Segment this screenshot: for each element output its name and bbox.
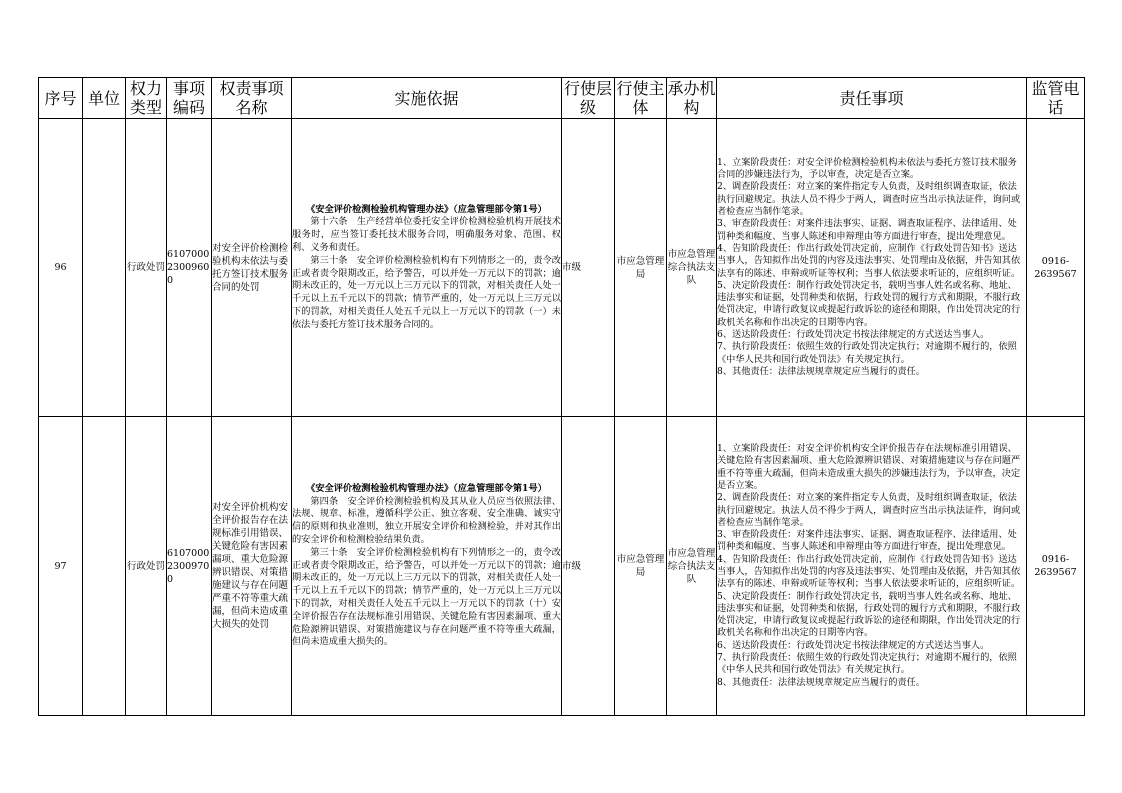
header-unit: 单位 [83,78,126,119]
row-responsibility [717,119,1027,417]
row-item-name: 对安全评价检测检验机构未依法与委托方签订技术服务合同的处罚 [212,119,292,417]
row-item-code: 610700023009700 [167,417,212,716]
header-power-type: 权力类型 [126,78,167,119]
header-level: 行使层级 [562,78,615,119]
row-handler: 市应急管理综合执法支队 [667,417,717,716]
basis-law-title: 《安全评价检测检验机构管理办法》（应急管理部令第1号） [306,203,547,215]
responsibility-item: 4、告知阶段责任：作出行政处罚决定前，应制作《行政处罚告知书》送达当事人，告知拟作出处罚的内容及违法事实、处罚理由及依据，并告知其依法享有的陈述、申辩或听证等权利；当事人依法要求听证的，应组织听证。 [717,553,1021,590]
header-subject: 行使主体 [616,79,665,117]
header-responsibility: 责任事项 [717,78,1027,119]
basis-paragraph: 第四条 安全评价检测检验机构及其从业人员应当依照法律、法规、规章、标准，遵循科学公正、独立客观、安全准确、诚实守信的原则和执业准则，独立开展安全评价和检测检验，并对其作出的安全评价和检测检验结果负责。 [292,495,561,545]
responsibility-item: 5、决定阶段责任：制作行政处罚决定书，载明当事人姓名或名称、地址、违法事实和证据，处罚种类和依据，行政处罚的履行方式和期限，不服行政处罚决定，申请行政复议或提起行政诉讼的途径和期限，作出处罚决定的行政机关名称和作出决定的日期等内容。 [717,279,1021,328]
basis-paragraph: 第三十条 安全评价检测检验机构有下列情形之一的，责令改正或者责令限期改正，给予警告，可以并处一万元以下的罚款；逾期未改正的，处一万元以上三万元以下的罚款，对相关责任人处一千元以上五千元以下的罚款；情节严重的，处一万元以上三万元以下的罚款，对相关责任人处五千元以上一万元以下的罚款（十）安全评价报告存在法规标准引用错误、关键危险有害因素漏项、重大危险源辨识错误、对策措施建议与存在问题严重不符等重大疏漏，但尚未造成重大损失的。 [292,546,561,648]
responsibility-item: 2、调查阶段责任：对立案的案件指定专人负责，及时组织调查取证，依法执行回避规定。执法人员不得少于两人，调查时应当出示执法证件，询问或者检查应当制作笔录。 [717,492,1021,528]
row-basis [292,119,562,417]
header-seq: 序号 [39,78,83,119]
responsibility-item: 6、送达阶段责任：行政处罚决定书按法律规定的方式送达当事人。 [717,328,990,340]
row-unit [83,417,126,716]
power-list-table [38,77,1085,716]
row-subject: 市应急管理局 [615,119,667,417]
responsibility-item: 1、立案阶段责任：对安全评价机构安全评价报告存在法规标准引用错误、关键危险有害因素漏项、重大危险源辨识错误、对策措施建议与存在问题严重不符等重大疏漏，但尚未造成重大损失的涉嫌违法行为，予以审查，决定是否立案。 [717,443,1021,491]
row-power-type: 行政处罚 [126,417,167,716]
row-subject: 市应急管理局 [615,417,667,716]
table-row [39,417,1085,716]
row-basis [292,417,562,716]
responsibility-item: 8、其他责任：法律法规规章规定应当履行的责任。 [717,365,925,377]
responsibility-item: 1、立案阶段责任：对安全评价检测检验机构未依法与委托方签订技术服务合同的涉嫌违法行为，予以审查，决定是否立案。 [717,156,1017,181]
row-level: 市级 [562,119,615,417]
responsibility-item: 7、执行阶段责任：依照生效的行政处罚决定执行；对逾期不履行的，依照《中华人民共和国行政处罚法》有关规定执行。 [717,652,1017,676]
header-phone: 监管电话 [1027,78,1085,119]
row-responsibility [717,417,1027,716]
header-basis: 实施依据 [292,78,562,119]
row-seq: 96 [39,119,83,417]
basis-paragraph: 第十六条 生产经营单位委托安全评价检测检验机构开展技术服务时，应当签订委托技术服务合同，明确服务对象、范围、权利、义务和责任。 [292,216,561,253]
table-row [39,119,1085,417]
row-phone: 0916-2639567 [1027,119,1085,417]
responsibility-item: 7、执行阶段责任：依照生效的行政处罚决定执行；对逾期不履行的，依照《中华人民共和国行政处罚法》有关规定执行。 [717,341,1017,365]
responsibility-item: 3、审查阶段责任：对案件违法事实、证据、调查取证程序、法律适用、处罚种类和幅度、当事人陈述和申辩理由等方面进行审查，提出处理意见。 [717,529,1017,553]
header-row [39,78,1085,119]
row-power-type: 行政处罚 [126,119,167,417]
row-level: 市级 [562,417,615,716]
basis-law-title: 《安全评价检测检验机构管理办法》（应急管理部令第1号） [306,482,547,494]
responsibility-item: 8、其他责任：法律法规规章规定应当履行的责任。 [717,676,925,688]
row-seq: 97 [39,417,83,716]
responsibility-item: 5、决定阶段责任：制作行政处罚决定书，载明当事人姓名或名称、地址、违法事实和证据，处罚种类和依据，行政处罚的履行方式和期限，不服行政处罚决定，申请行政复议或提起行政诉讼的途径和期限，作出处罚决定的行政机关名称和作出决定的日期等内容。 [717,590,1021,639]
header-item-name: 权责事项名称 [212,78,292,119]
responsibility-item: 6、送达阶段责任：行政处罚决定书按法律规定的方式送达当事人。 [717,639,990,651]
row-item-name: 对安全评价机构安全评价报告存在法规标准引用错误、关键危险有害因素漏项、重大危险源辨识错误、对策措施建议与存在问题严重不符等重大疏漏，但尚未造成重大损失的处罚 [212,417,292,716]
header-handler: 承办机构 [667,79,716,117]
row-phone: 0916-2639567 [1027,417,1085,716]
row-handler: 市应急管理综合执法支队 [667,119,717,417]
responsibility-item: 3、审查阶段责任：对案件违法事实、证据、调查取证程序、法律适用、处罚种类和幅度、当事人陈述和申辩理由等方面进行审查，提出处理意见。 [717,218,1017,242]
responsibility-item: 2、调查阶段责任：对立案的案件指定专人负责，及时组织调查取证，依法执行回避规定。执法人员不得少于两人，调查时应当出示执法证件，询问或者检查应当制作笔录。 [717,181,1021,218]
basis-paragraph: 第三十条 安全评价检测检验机构有下列情形之一的，责令改正或者责令限期改正，给予警告，可以并处一万元以下的罚款；逾期未改正的，处一万元以上三万元以下的罚款，对相关责任人处一千元以上五千元以下的罚款；情节严重的，处一万元以上三万元以下的罚款，对相关责任人处五千元以上一万元以下的罚款（一）未依法与委托方签订技术服务合同的。 [292,254,561,330]
row-unit [83,119,126,417]
row-item-code: 610700023009600 [167,119,212,417]
responsibility-item: 4、告知阶段责任：作出行政处罚决定前，应制作《行政处罚告知书》送达当事人，告知拟作出处罚的内容及违法事实、处罚理由及依据，并告知其依法享有的陈述、申辩或听证等权利；当事人依法要求听证的，应组织听证。 [717,242,1021,279]
header-item-code: 事项编码 [167,78,212,119]
